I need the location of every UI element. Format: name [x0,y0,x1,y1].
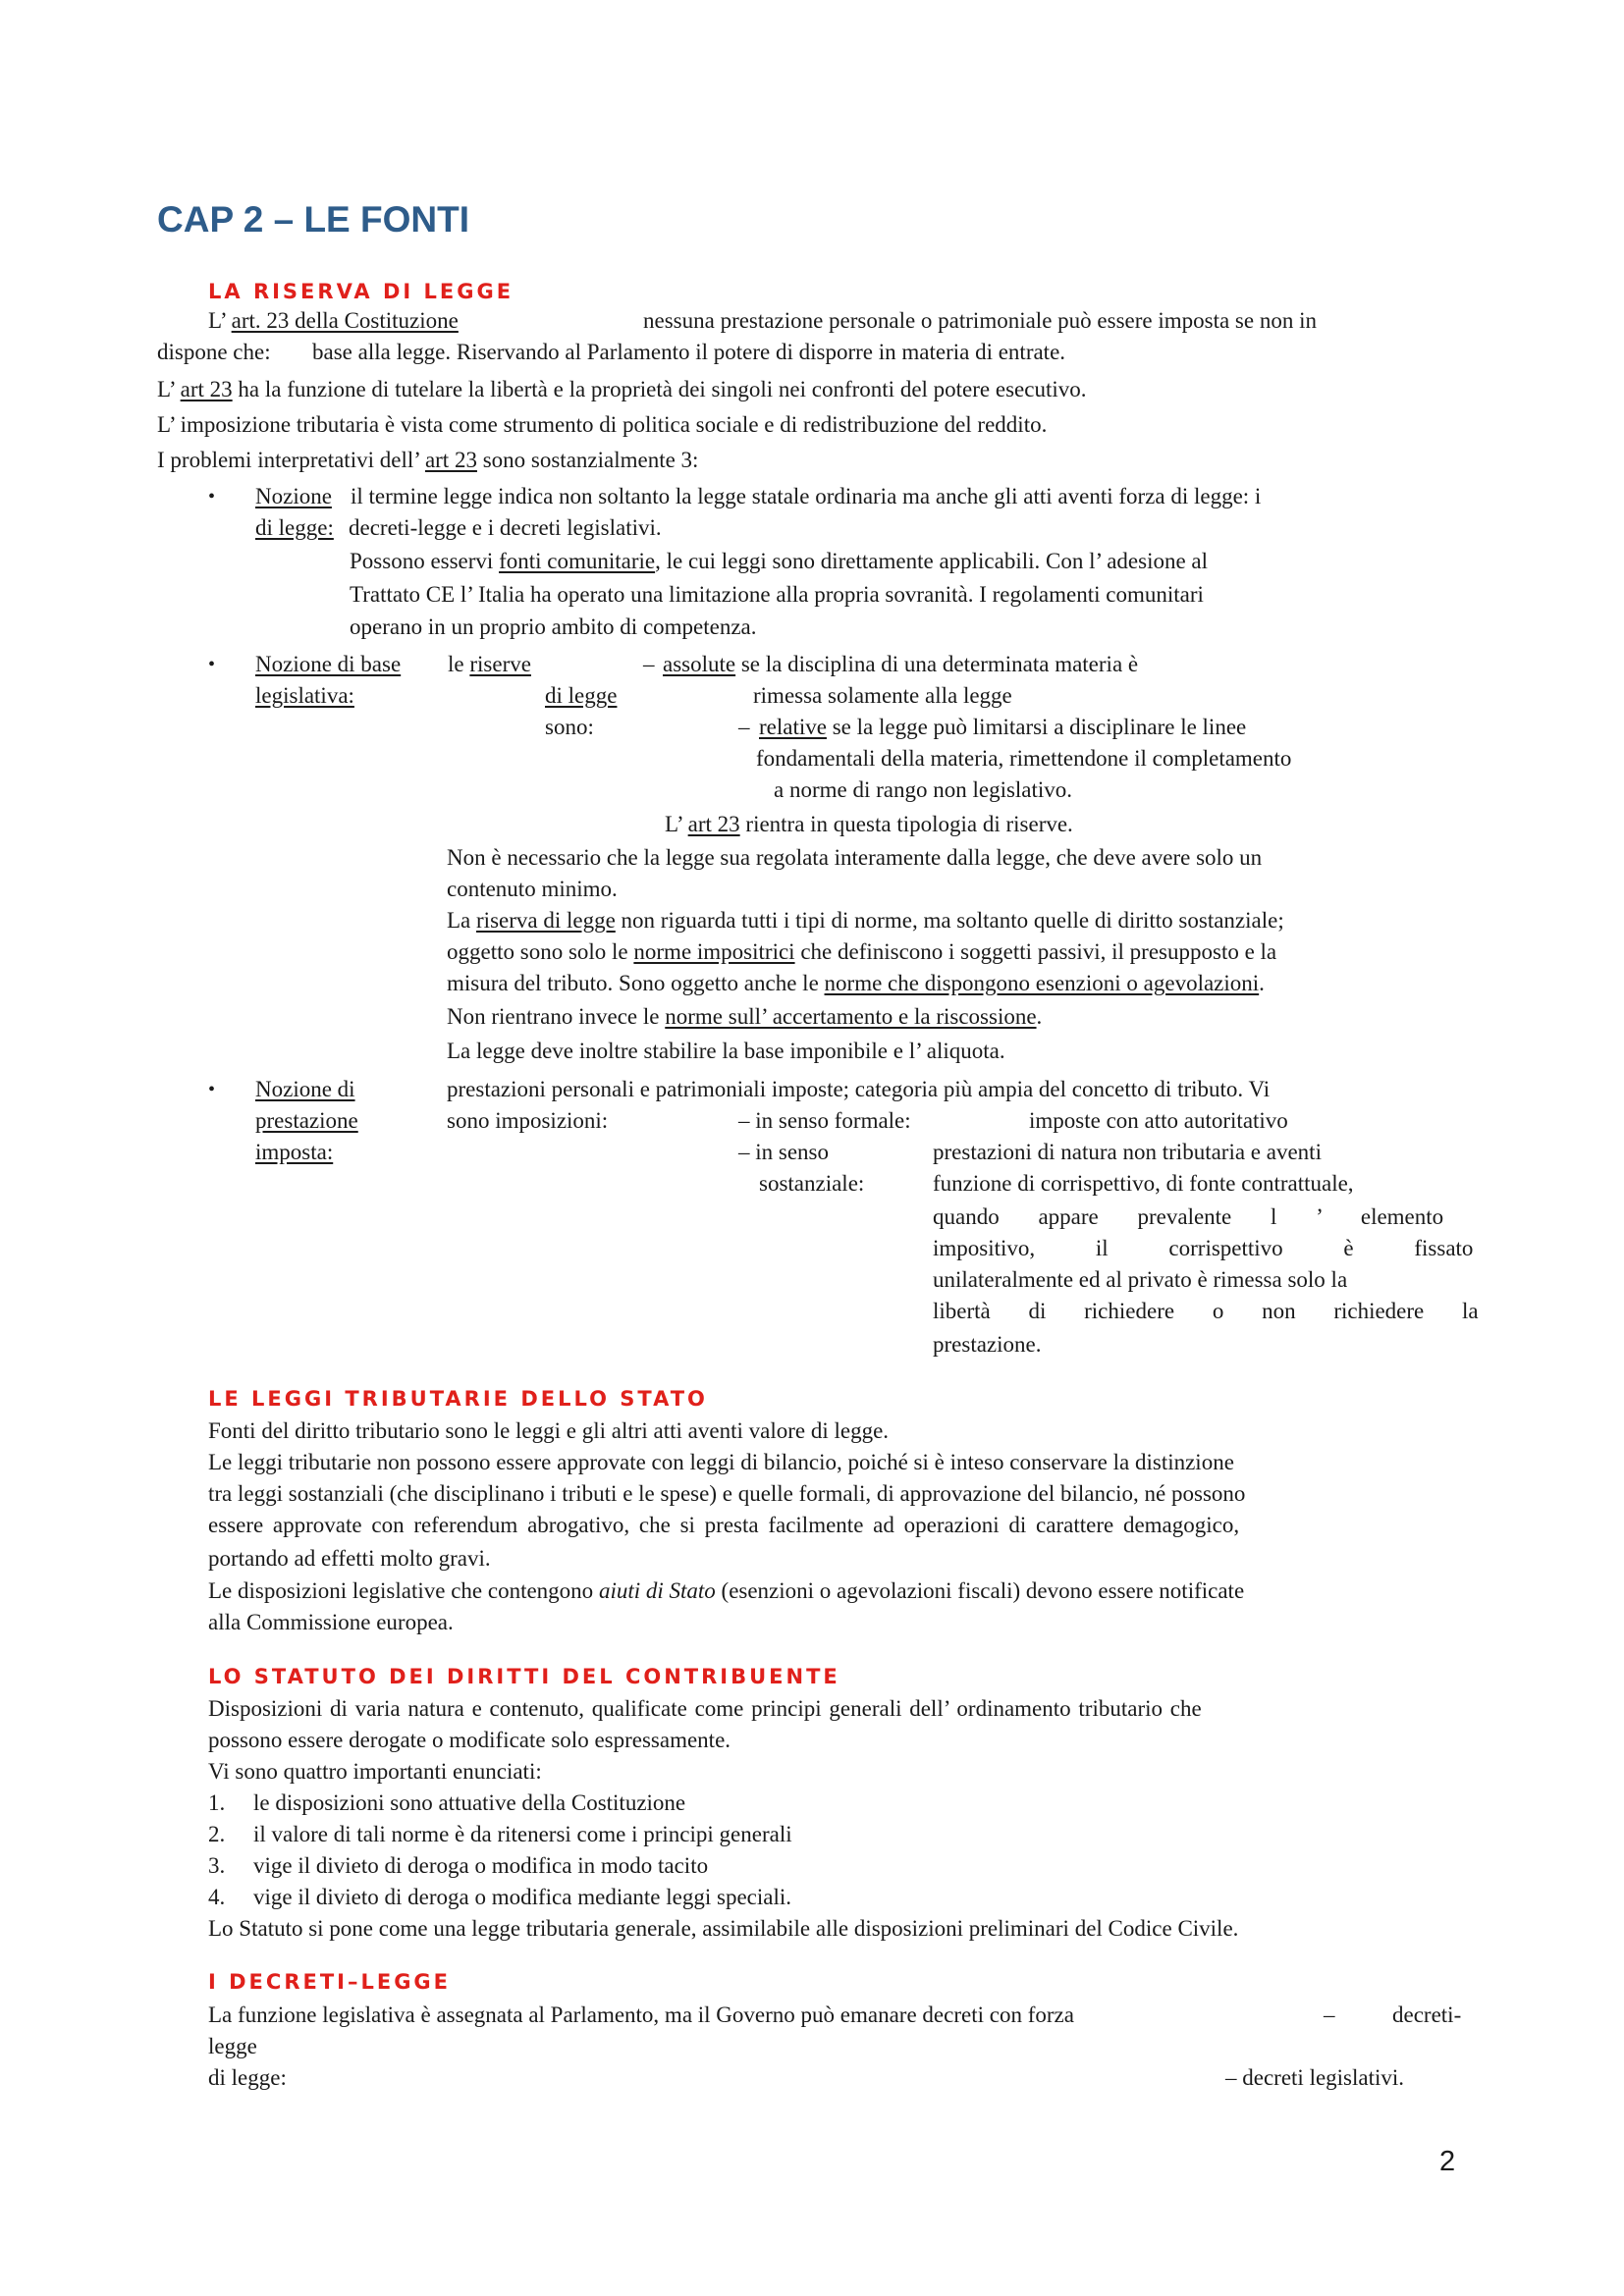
sostanziale-line: libertà di richiedere o non richiedere la [933,1299,1479,1323]
bullet-2-label-2: legislativa: [255,683,354,708]
bullet-3-text-1: prestazioni personali e patrimoniali imposte; categoria più ampia del concetto di tributo. Vi [447,1077,1271,1101]
bullet-1-text-1: il termine legge indica non soltanto la legge statale ordinaria ma anche gli atti aventi forza di legge: i [351,484,1262,508]
link-fonti-comunitarie: fonti comunitarie [499,549,656,573]
sostanziale-line: unilateralmente ed al privato è rimessa solo la [933,1267,1348,1292]
list-item: vige il divieto di deroga o modifica mediante leggi speciali. [253,1885,792,1909]
riserve-di-legge: di legge [545,683,618,708]
para-imposizione: L’ imposizione tributaria è vista come strumento di politica sociale e di redistribuzione del reddito. [157,412,1048,437]
list-item: il valore di tali norme è da ritenersi come i principi generali [253,1822,792,1846]
relative-line-2: fondamentali della materia, rimettendone il completamento [756,746,1292,771]
s2-line: Le leggi tributarie non possono essere approvate con leggi di bilancio, poiché si è inteso conservare la distinzione [208,1450,1234,1474]
dash-assolute: – [643,652,655,676]
link-relative: relative [759,715,827,739]
bullet-1-sub-1: Possono esservi fonti comunitarie, le cui leggi sono direttamente applicabili. Con l’ adesione al [350,549,1209,573]
bullet-dot: • [208,486,216,507]
senso-sostanziale-label-2: sostanziale: [759,1171,865,1196]
bullet-3-label: Nozione di [255,1077,355,1101]
list-item: le disposizioni sono attuative della Costituzione [253,1790,686,1815]
link-art-23-b: art 23 [424,448,477,472]
senso-sostanziale-label: – in senso [738,1140,829,1164]
chapter-title: CAP 2 – LE FONTI [157,199,469,240]
b2-p2-line-1: La riserva di legge non riguarda tutti i tipi di norme, ma soltanto quelle di diritto sostanziale; [447,908,1284,933]
link-art-23-c: art 23 [687,812,740,836]
assolute-line: assolute se la disciplina di una determinata materia è [663,652,1139,676]
link-norme-impositrici: norme impositrici [633,939,795,964]
bullet-dot: • [208,1079,216,1100]
link-assolute: assolute [663,652,736,676]
sostanziale-line: prestazione. [933,1332,1042,1357]
list-item-number: 4. [208,1885,226,1909]
s3-closing: Lo Statuto si pone come una legge tributaria generale, assimilabile alle disposizioni preliminari del Codice Civile. [208,1916,1239,1941]
section-heading-leggi-tributarie: LE LEGGI TRIBUTARIE DELLO STATO [208,1387,708,1411]
s3-line: Disposizioni di varia natura e contenuto, qualificate come principi generali dell’ ordinamento tributario che [208,1696,1202,1721]
s2-line: tra leggi sostanziali (che disciplinano i tributi e le spese) e quelle formali, di approvazione del bilancio, né possono [208,1481,1246,1506]
bullet-1-text-2: decreti-legge e i decreti legislativi. [349,515,662,540]
senso-formale-label: – in senso formale: [738,1108,911,1133]
link-riserve: riserve [469,652,531,676]
para-art23-liberta: L’ art 23 ha la funzione di tutelare la libertà e la proprietà dei singoli nei confronti del potere esecutivo. [157,377,1087,401]
intro-line-1: L’ art. 23 della Costituzione [208,308,459,333]
s2-line: essere approvate con referendum abrogativo, che si presta facilmente ad operazioni di carattere demagogico, [208,1513,1240,1537]
link-norme-accertamento: norme sull’ accertamento e la riscossione [665,1004,1037,1029]
link-art-23-costituzione: art. 23 della Costituzione [231,308,459,333]
art23-tipologia: L’ art 23 rientra in questa tipologia di riserve. [665,812,1073,836]
sostanziale-line: quando appare prevalente l ’ elemento [933,1204,1444,1229]
para-problemi: I problemi interpretativi dell’ art 23 sono sostanzialmente 3: [157,448,699,472]
section-heading-riserva: LA RISERVA DI LEGGE [208,280,514,303]
bullet-1-label: Nozione [255,484,332,508]
bullet-2-label: Nozione di base [255,652,402,676]
list-item-number: 1. [208,1790,226,1815]
relative-line: relative se la legge può limitarsi a disciplinare le linee [759,715,1247,739]
s4-decreti-legislativi: – decreti legislativi. [1225,2065,1405,2090]
relative-line-3: a norme di rango non legislativo. [774,777,1073,802]
b2-p2-line-2: oggetto sono solo le norme impositrici che definiscono i soggetti passivi, il presupposto e la [447,939,1277,964]
bullet-1-label-2: di legge: [255,515,334,540]
b2-p2-line-4: Non rientrano invece le norme sull’ accertamento e la riscossione. [447,1004,1043,1029]
link-norme-esenzioni: norme che dispongono esenzioni o agevolazioni [824,971,1260,995]
s4-line-3: di legge: [208,2065,287,2090]
aiuti-di-stato: aiuti di Stato [598,1578,716,1603]
b2-p1-line-1: Non è necessario che la legge sua regolata interamente dalla legge, che deve avere solo un [447,845,1263,870]
b2-p2-line-3: misura del tributo. Sono oggetto anche le norme che dispongono esenzioni o agevolazioni. [447,971,1265,995]
list-item-number: 2. [208,1822,226,1846]
s4-dash: – [1324,2002,1335,2027]
intro-text-2: base alla legge. Riservando al Parlamento il potere di disporre in materia di entrate. [312,340,1066,364]
sostanziale-line: impositivo, il corrispettivo è fissato [933,1236,1474,1260]
riserve-le: le riserve [448,652,531,676]
s4-line-1: La funzione legislativa è assegnata al Parlamento, ma il Governo può emanare decreti con forza [208,2002,1074,2027]
section-heading-statuto: LO STATUTO DEI DIRITTI DEL CONTRIBUENTE [208,1665,840,1688]
s2-line: portando ad effetti molto gravi. [208,1546,491,1571]
b2-p1-line-2: contenuto minimo. [447,877,618,901]
list-item: vige il divieto di deroga o modifica in modo tacito [253,1853,709,1878]
s4-line-2: legge [208,2034,257,2058]
dash-relative: – [738,715,750,739]
intro-text-1: nessuna prestazione personale o patrimoniale può essere imposta se non in [643,308,1317,333]
bullet-1-sub-2: Trattato CE l’ Italia ha operato una limitazione alla propria sovranità. I regolamenti comunitari [350,582,1204,607]
s2-line: Fonti del diritto tributario sono le leggi e gli altri atti aventi valore di legge. [208,1418,890,1443]
assolute-line-2: rimessa solamente alla legge [753,683,1012,708]
page-number: 2 [1439,2146,1456,2177]
riserve-sono: sono: [545,715,594,739]
s3-line: possono essere derogate o modificate solo espressamente. [208,1728,731,1752]
bullet-dot: • [208,654,216,675]
s3-line: Vi sono quattro importanti enunciati: [208,1759,542,1784]
sostanziale-line: funzione di corrispettivo, di fonte contrattuale, [933,1171,1354,1196]
bullet-3-label-2: prestazione [255,1108,358,1133]
link-art-23: art 23 [180,377,233,401]
s4-decreti: decreti- [1392,2002,1462,2027]
bullet-3-label-3: imposta: [255,1140,334,1164]
bullet-1-sub-3: operano in un proprio ambito di competenza. [350,614,757,639]
senso-formale-text: imposte con atto autoritativo [1029,1108,1288,1133]
s2-aiuti-line-2: alla Commissione europea. [208,1610,454,1634]
bullet-3-text-2: sono imposizioni: [447,1108,609,1133]
sostanziale-line: prestazioni di natura non tributaria e aventi [933,1140,1322,1164]
intro-label: dispone che: [157,340,271,364]
section-heading-decreti-legge: I DECRETI–LEGGE [208,1970,452,1994]
link-riserva-di-legge: riserva di legge [476,908,616,933]
s2-aiuti-line: Le disposizioni legislative che contengono aiuti di Stato (esenzioni o agevolazioni fiscali) devono essere notificate [208,1578,1245,1603]
list-item-number: 3. [208,1853,226,1878]
b2-p3: La legge deve inoltre stabilire la base imponibile e l’ aliquota. [447,1039,1005,1063]
